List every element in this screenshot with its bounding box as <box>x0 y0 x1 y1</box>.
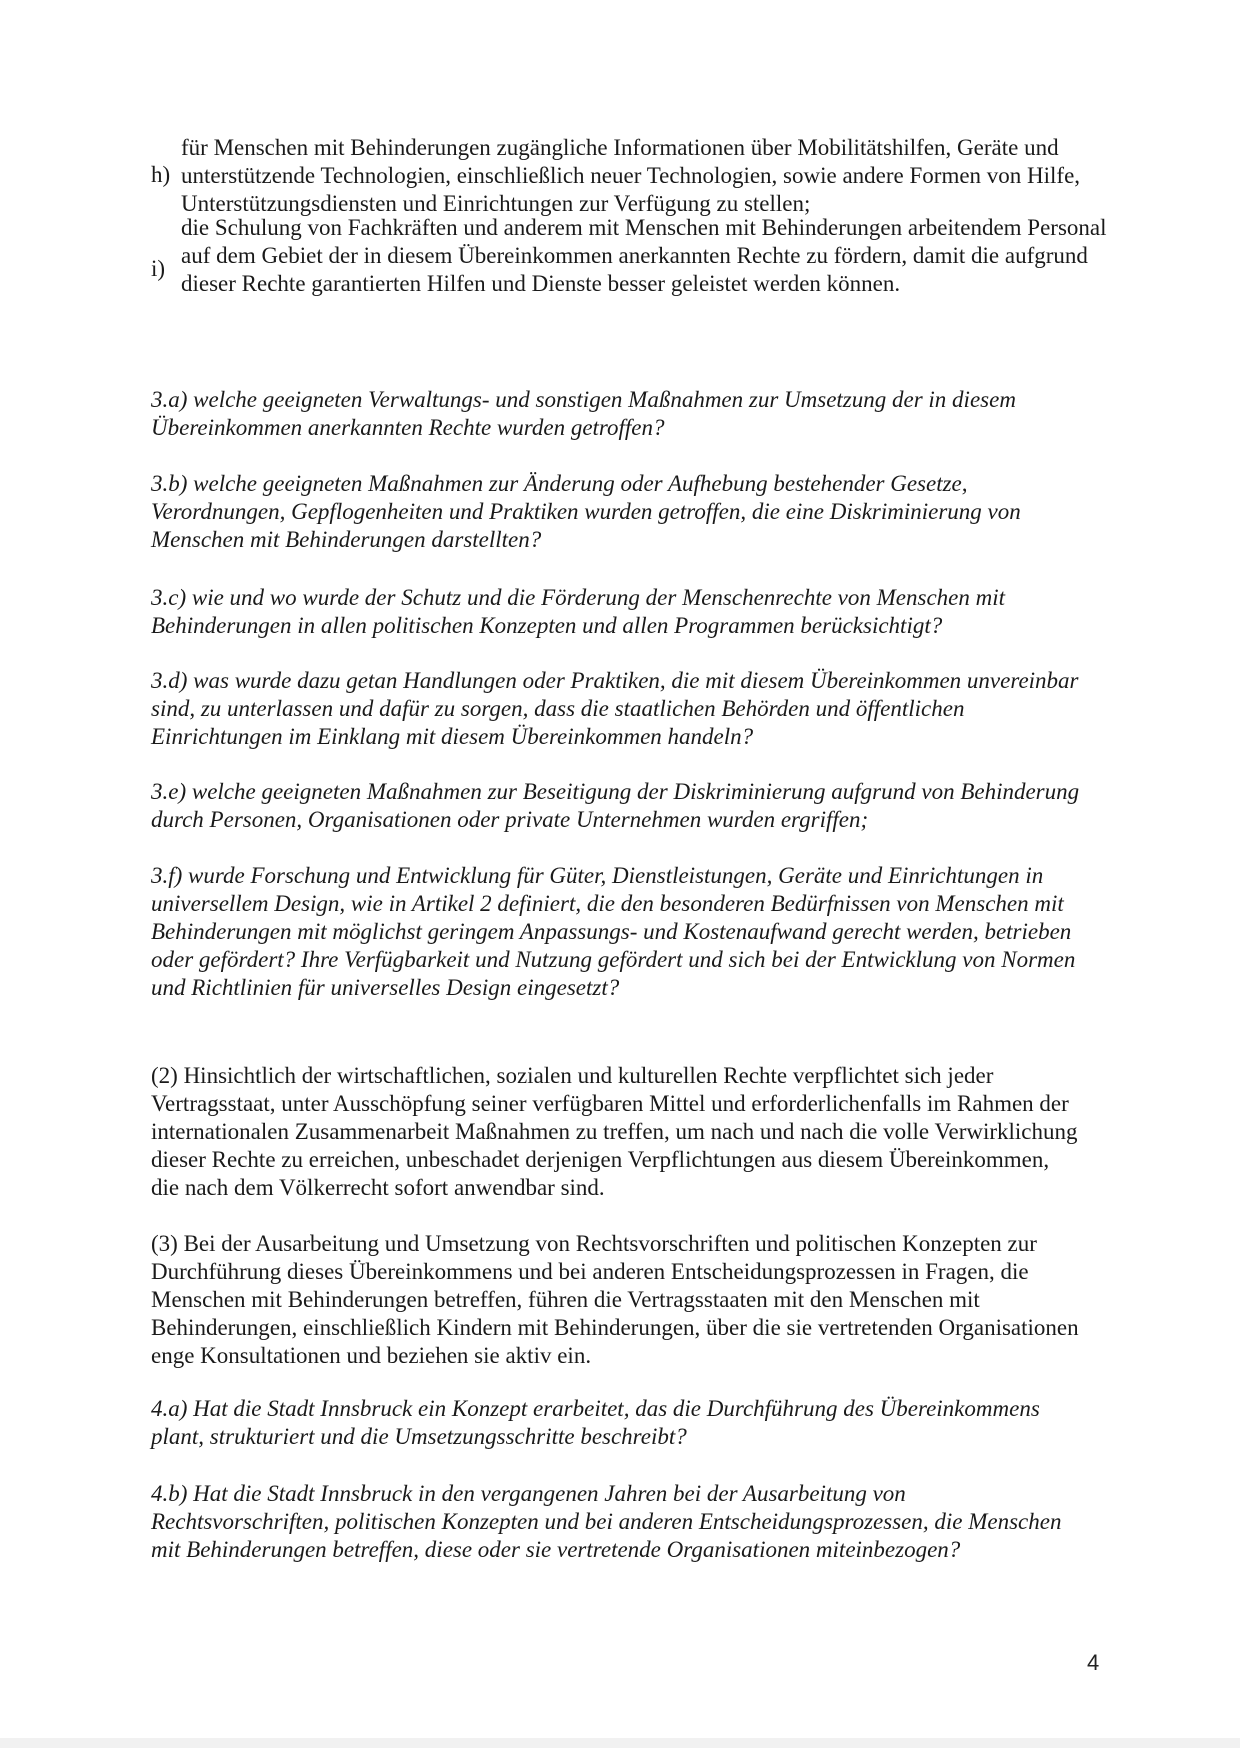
question-3f: 3.f) wurde Forschung und Entwicklung für Güter, Dienstleistungen, Geräte und Einrichtungen in universellem Design, wie in Artikel 2 definiert, die den besonderen Bedürfnissen von Menschen mit Behinderungen mit möglichst geringem Anpassungs- und Kostenaufwand gerecht werden, betrieben oder gefördert? Ihre Verfügbarkeit und Nutzung gefördert und sich bei der Entwicklung von Normen und Richtlinien für universelles Design eingesetzt? <box>151 863 1076 1000</box>
question-3d: 3.d) was wurde dazu getan Handlungen oder Praktiken, die mit diesem Übereinkommen unvereinbar sind, zu unterlassen und dafür zu sorgen, dass die staatlichen Behörden und öffentlichen Einrichtungen im Einklang mit diesem Übereinkommen handeln? <box>151 668 1079 749</box>
paragraph-2: (2) Hinsichtlich der wirtschaftlichen, sozialen und kulturellen Rechte verpflichtet sich jeder Vertragsstaat, unter Ausschöpfung seiner verfügbaren Mittel und erforderlichenfalls im Rahmen der internationalen Zusammenarbeit Maßnahmen zu treffen, um nach und nach die volle Verwirklichung dieser Rechte zu erreichen, unbeschadet derjenigen Verpflichtungen aus diesem Übereinkommen, die nach dem Völkerrecht sofort anwendbar sind. <box>151 1063 1078 1200</box>
list-item-text: die Schulung von Fachkräften und anderem mit Menschen mit Behinderungen arbeitendem Personal auf dem Gebiet der in diesem Übereinkommen anerkannten Rechte zu fördern, damit die aufgrund dieser Rechte garantierten Hilfen und Dienste besser geleistet werden können. <box>181 215 1107 296</box>
scan-edge <box>0 1738 1240 1748</box>
question-4b: 4.b) Hat die Stadt Innsbruck in den vergangenen Jahren bei der Ausarbeitung von Rechtsvorschriften, politischen Konzepten und bei anderen Entscheidungsprozessen, die Menschen mit Behinderungen betreffen, diese oder sie vertretende Organisationen miteinbezogen? <box>151 1481 1062 1562</box>
question-3e: 3.e) welche geeigneten Maßnahmen zur Beseitigung der Diskriminierung aufgrund von Behinderung durch Personen, Organisationen oder private Unternehmen wurden ergriffen; <box>151 779 1080 832</box>
paragraph-3: (3) Bei der Ausarbeitung und Umsetzung von Rechtsvorschriften und politischen Konzepten zur Durchführung dieses Übereinkommens und bei anderen Entscheidungsprozessen in Fragen, die Menschen mit Behinderungen betreffen, führen die Vertragsstaaten mit den Menschen mit Behinderungen, einschließlich Kindern mit Behinderungen, über die sie vertretenden Organisationen enge Konsultationen und beziehen sie aktiv ein. <box>151 1231 1079 1368</box>
list-item-i <box>151 214 1111 334</box>
list-item-text: für Menschen mit Behinderungen zugängliche Informationen über Mobilitätshilfen, Geräte und unterstützende Technologien, einschließlich neuer Technologien, sowie andere Formen von Hilfe, Unterstützungsdiensten und Einrichtungen zur Verfügung zu stellen; <box>181 135 1081 216</box>
question-3c: 3.c) wie und wo wurde der Schutz und die Förderung der Menschenrechte von Menschen mit Behinderungen in allen politischen Konzepten und allen Programmen berücksichtigt? <box>151 585 1005 638</box>
page-number: 4 <box>1087 1650 1100 1675</box>
question-3b: 3.b) welche geeigneten Maßnahmen zur Änderung oder Aufhebung bestehender Gesetze, Verordnungen, Gepflogenheiten und Praktiken wurden getroffen, die eine Diskriminierung von Menschen mit Behinderungen darstellten? <box>151 471 1021 552</box>
list-marker: i) <box>151 256 166 281</box>
list-marker: h) <box>151 162 171 187</box>
question-4a: 4.a) Hat die Stadt Innsbruck ein Konzept erarbeitet, das die Durchführung des Übereinkommens plant, strukturiert und die Umsetzungsschritte beschreibt? <box>151 1396 1040 1449</box>
question-3a: 3.a) welche geeigneten Verwaltungs- und sonstigen Maßnahmen zur Umsetzung der in diesem Übereinkommen anerkannten Rechte wurden getroffen? <box>151 387 1016 440</box>
